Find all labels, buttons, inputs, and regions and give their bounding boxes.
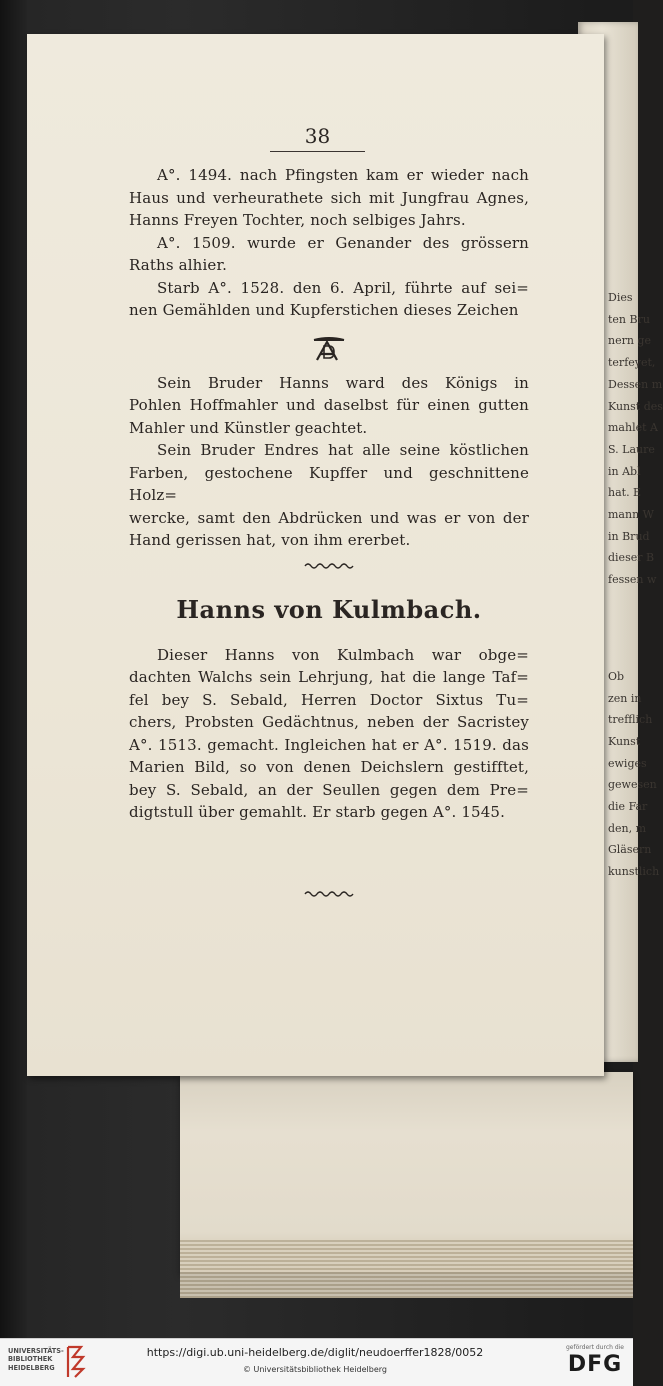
adjacent-page-fragment: Gläsern <box>608 843 652 857</box>
text-line: Dieser Hanns von Kulmbach war obge= <box>157 645 529 664</box>
adjacent-page-fragment: mann W <box>608 508 654 522</box>
paragraph-1 <box>129 164 529 232</box>
paragraph-3 <box>129 277 529 322</box>
copyright-notice: © Universitätsbibliothek Heidelberg <box>242 1365 387 1374</box>
page-stack-edge <box>180 1240 633 1298</box>
page-number: 38 <box>270 124 365 152</box>
text-line: Hanns Freyen Tochter, noch selbiges Jahrs. <box>129 211 466 229</box>
adjacent-page-fragment: den, m <box>608 821 647 835</box>
text-line: A°. 1509. wurde er Genander des grössern <box>157 233 529 252</box>
dfg-logo[interactable]: DFG <box>567 1352 623 1377</box>
library-name-line: BIBLIOTHEK <box>8 1355 53 1364</box>
text-line: A°. 1494. nach Pfingsten kam er wieder nach <box>157 166 529 184</box>
adjacent-page-fragment: kunstlich <box>608 865 660 879</box>
funder-caption: gefördert durch die <box>566 1344 624 1351</box>
paragraph-5 <box>129 439 529 552</box>
text-line: Pohlen Hoffmahler und daselbst für einen gutten <box>129 396 529 414</box>
text-line: wercke, samt den Abdrücken und was er von der <box>129 508 529 527</box>
adjacent-page-text <box>608 287 663 883</box>
adjacent-page-fragment: hat. E <box>608 486 642 500</box>
text-line: Raths alhier. <box>129 256 228 274</box>
wavy-ornament-icon <box>305 562 353 570</box>
adjacent-page-fragment: Dessen m <box>608 377 663 391</box>
adjacent-page-fragment: zen in <box>608 691 642 705</box>
text-line: Marien Bild, so von denen Deichslern gestifftet, <box>129 758 529 776</box>
adjacent-page-fragment: Kunst des <box>608 399 663 413</box>
page-url-link[interactable]: https://digi.ub.uni-heidelberg.de/diglit/neudoerffer1828/0052 <box>146 1346 484 1359</box>
text-line: Sein Bruder Hanns ward des Königs in <box>157 373 529 392</box>
wavy-ornament-icon <box>305 890 353 898</box>
library-logo-text[interactable] <box>8 1347 64 1372</box>
adjacent-page-fragment: trefflich <box>608 713 653 727</box>
text-line: Starb A°. 1528. den 6. April, führte auf sei= <box>157 278 529 297</box>
book-page <box>27 34 604 1076</box>
adjacent-page-fragment: mahlet A <box>608 421 658 435</box>
adjacent-page-gap <box>608 591 648 666</box>
adjacent-page-fragment: in Brud <box>608 529 650 543</box>
adjacent-page-fragment: Dies <box>608 291 633 304</box>
adjacent-page-fragment: Kunst <box>608 734 641 748</box>
text-line: Sein Bruder Endres hat alle seine köstlichen <box>157 441 529 459</box>
library-name-line: UNIVERSITÄTS- <box>8 1347 64 1355</box>
section-paragraph <box>129 644 529 824</box>
page-content <box>129 124 529 908</box>
text-line: dachten Walchs sein Lehrjung, hat die lange Taf= <box>129 668 529 686</box>
text-line: chers, Probsten Gedächtnus, neben der Sacristey <box>129 713 529 731</box>
paragraph-2 <box>129 232 529 277</box>
text-line: digtstull über gemahlt. Er starb gegen A°. 1545. <box>129 803 506 821</box>
adjacent-page-fragment: in Abl <box>608 464 641 478</box>
adjacent-page-fragment: gewesen <box>608 778 657 792</box>
adjacent-page-fragment: dieser B <box>608 551 655 565</box>
ad-monogram-icon <box>311 334 347 362</box>
viewer-footer <box>0 1338 633 1386</box>
text-line: bey S. Sebald, an der Seullen gegen dem Pre= <box>129 780 529 799</box>
adjacent-page-fragment: S. Laure <box>608 442 655 456</box>
text-line: nen Gemählden und Kupferstichen dieses Zeichen <box>129 301 519 319</box>
text-line: Farben, gestochene Kupffer und geschnittene Holz= <box>129 463 529 504</box>
adjacent-page-fragment: ten Bru <box>608 312 650 326</box>
adjacent-page-fragment: terfeyet, <box>608 356 656 370</box>
adjacent-page-fragment: fessen w <box>608 573 657 587</box>
text-line: Haus und verheurathete sich mit Jungfrau Agnes, <box>129 188 529 207</box>
adjacent-page-fragment: Ob <box>608 669 625 683</box>
paragraph-4 <box>129 372 529 440</box>
book-spine <box>0 0 27 1338</box>
text-line: fel bey S. Sebald, Herren Doctor Sixtus Tu= <box>129 690 529 709</box>
library-name-line: HEIDELBERG <box>8 1363 55 1372</box>
text-line: Mahler und Künstler geachtet. <box>129 418 368 437</box>
adjacent-page-fragment: die Far <box>608 800 648 814</box>
adjacent-page-fragment: nern ge <box>608 334 651 348</box>
adjacent-page-fragment: ewiges <box>608 756 647 770</box>
section-heading: Hanns von Kulmbach. <box>176 594 482 624</box>
ub-heidelberg-logo-icon[interactable] <box>65 1345 87 1379</box>
text-line: A°. 1513. gemacht. Ingleichen hat er A°. 1519. das <box>129 735 529 754</box>
text-line: Hand gerissen hat, von ihm ererbet. <box>129 531 411 549</box>
